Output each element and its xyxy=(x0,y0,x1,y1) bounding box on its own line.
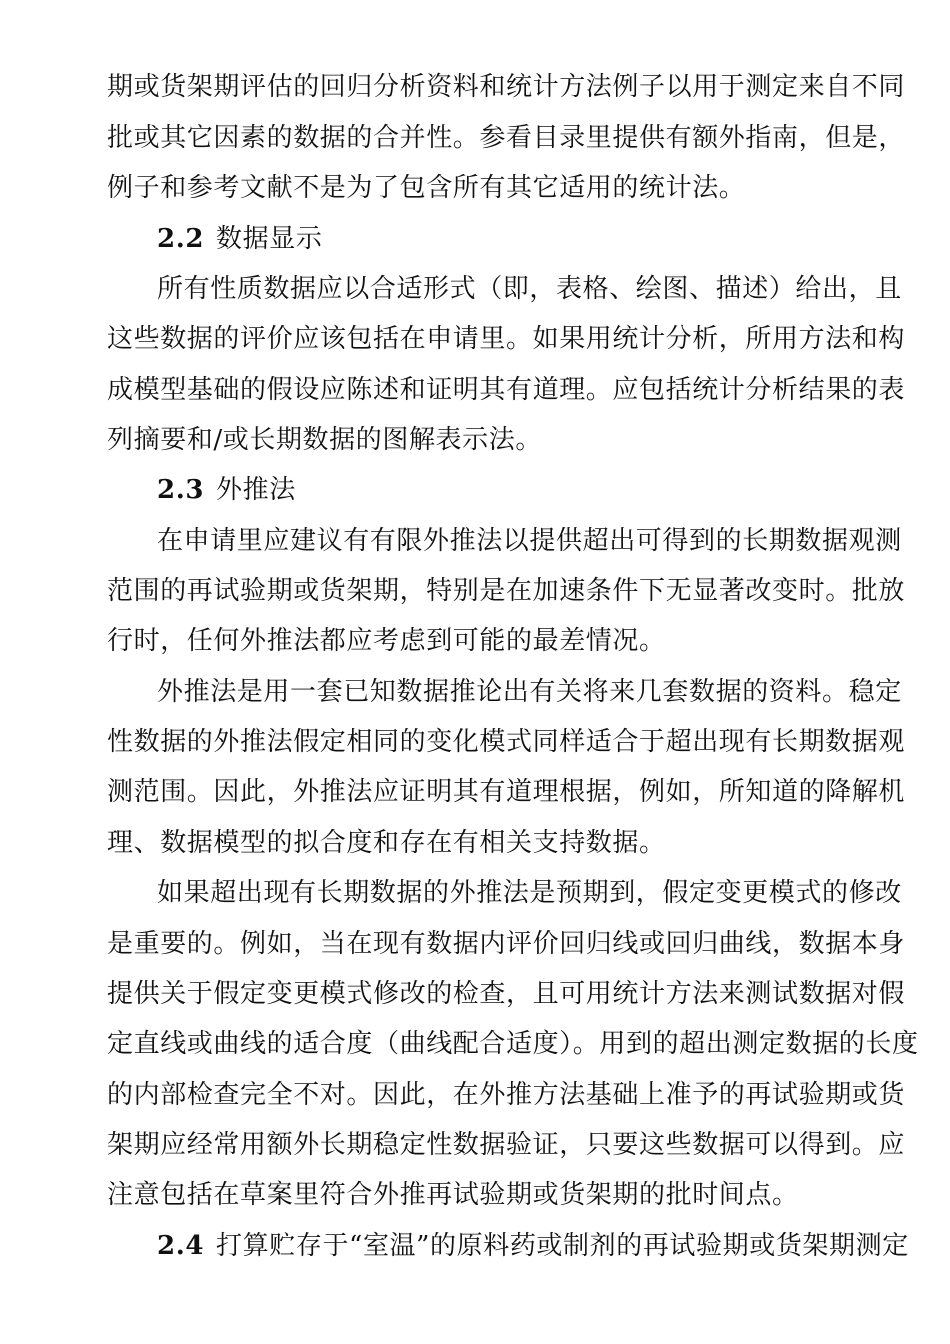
text-line: 行时，任何外推法都应考虑到可能的最差情况。 xyxy=(107,626,666,656)
text-line: 定直线或曲线的适合度（曲线配合适度）。用到的超出测定数据的长度 xyxy=(107,1029,919,1059)
section-heading xyxy=(157,222,883,256)
text-line: 范围的再试验期或货架期，特别是在加速条件下无显著改变时。批放 xyxy=(107,576,906,606)
text-line: 这些数据的评价应该包括在申请里。如果用统计分析，所用方法和构 xyxy=(107,324,906,354)
text-line: 注意包括在草案里符合外推再试验期或货架期的批时间点。 xyxy=(107,1180,799,1210)
text-line: 如果超出现有长期数据的外推法是预期到，假定变更模式的修改 xyxy=(157,878,902,908)
text-line: 在申请里应建议有有限外推法以提供超出可得到的长期数据观测 xyxy=(157,526,902,556)
section-title: 打算贮存于“室温”的原料药或制剂的再试验期或货架期测定 xyxy=(216,1231,909,1261)
text-line: 列摘要和/或长期数据的图解表示法。 xyxy=(107,425,542,455)
text-line: 的内部检查完全不对。因此，在外推方法基础上准予的再试验期或货 xyxy=(107,1080,906,1110)
section-heading xyxy=(157,473,883,507)
text-line: 成模型基础的假设应陈述和证明其有道理。应包括统计分析结果的表 xyxy=(107,375,906,405)
text-line: 例子和参考文献不是为了包含所有其它适用的统计法。 xyxy=(107,173,746,203)
text-line: 测范围。因此，外推法应证明其有道理根据，例如，所知道的降解机 xyxy=(107,777,906,807)
section-title: 外推法 xyxy=(216,475,296,505)
section-heading xyxy=(157,1229,909,1263)
section-number: 2.2 xyxy=(157,224,205,254)
text-line: 提供关于假定变更模式修改的检查，且可用统计方法来测试数据对假 xyxy=(107,979,906,1009)
text-line: 外推法是用一套已知数据推论出有关将来几套数据的资料。稳定 xyxy=(157,677,902,707)
section-number: 2.3 xyxy=(157,475,205,505)
section-number: 2.4 xyxy=(157,1231,205,1261)
text-line: 期或货架期评估的回归分析资料和统计方法例子以用于测定来自不同 xyxy=(107,72,906,102)
text-line: 是重要的。例如，当在现有数据内评价回归线或回归曲线，数据本身 xyxy=(107,929,906,959)
text-line: 理、数据模型的拟合度和存在有相关支持数据。 xyxy=(107,828,666,858)
text-line: 批或其它因素的数据的合并性。参看目录里提供有额外指南，但是， xyxy=(107,123,906,153)
text-line: 架期应经常用额外长期稳定性数据验证，只要这些数据可以得到。应 xyxy=(107,1130,906,1160)
text-line: 性数据的外推法假定相同的变化模式同样适合于超出现有长期数据观 xyxy=(107,727,906,757)
text-line: 所有性质数据应以合适形式（即，表格、绘图、描述）给出，且 xyxy=(157,274,902,304)
section-title: 数据显示 xyxy=(216,224,323,254)
